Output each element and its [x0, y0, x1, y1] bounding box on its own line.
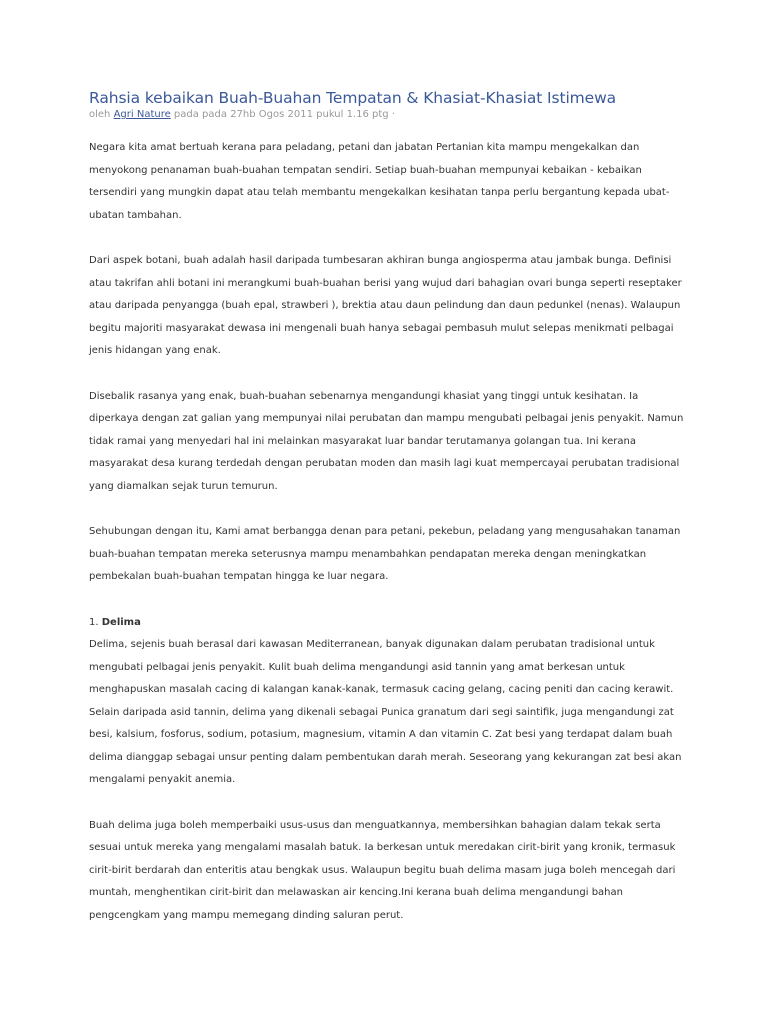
- article: [89, 88, 689, 950]
- paragraph-delima-2: Buah delima juga boleh memperbaiki usus-usus dan menguatkannya, membersihkan bahagian dalam tekak serta sesuai untuk mereka yang mengalami masalah batuk. Ia berkesan untuk meredakan cirit-birit yang kronik, termasuk cirit-birit berdarah dan enteritis atau bengkak usus. Walaupun begitu buah delima masam juga boleh mencegah dari muntah, menghentikan cirit-birit dan melawaskan air kencing.Ini kerana buah delima mengandungi bahan pengcengkam yang mampu memegang dinding saluran perut.: [89, 819, 676, 921]
- article-meta: [89, 108, 689, 122]
- paragraph-delima-1: Delima, sejenis buah berasal dari kawasan Mediterranean, banyak digunakan dalam perubatan tradisional untuk mengubati pelbagai jenis penyakit. Kulit buah delima mengandungi asid tannin yang amat berkesan untuk menghapuskan masalah cacing di kalangan kanak-kanak, termasuk cacing gelang, cacing peniti dan cacing kerawit. Selain daripada asid tannin, delima yang dikenali sebagai Punica granatum dari segi saintifik, juga mengandungi zat besi, kalsium, fosforus, sodium, potasium, magnesium, vitamin A dan vitamin C. Zat besi yang terdapat dalam buah delima dianggap sebagai unsur penting dalam pembentukan darah merah. Seseorang yang kekurangan zat besi akan mengalami penyakit anemia.: [89, 639, 682, 785]
- author-link[interactable]: Agri Nature: [113, 109, 171, 120]
- paragraph-intro: Negara kita amat bertuah kerana para peladang, petani dan jabatan Pertanian kita mampu mengekalkan dan menyokong penanaman buah-buahan tempatan sendiri. Setiap buah-buahan mempunyai kebaikan - kebaikan tersendiri yang mungkin dapat atau telah membantu mengekalkan kesihatan tanpa perlu bergantung kepada ubat-ubatan tambahan.: [89, 142, 670, 221]
- meta-prefix: oleh: [89, 109, 114, 120]
- section-number: 1.: [89, 616, 102, 628]
- paragraph-farmers: Sehubungan dengan itu, Kami amat berbangga denan para petani, pekebun, peladang yang mengusahakan tanaman buah-buahan tempatan mereka seterusnya mampu menambahkan pendapatan mereka dengan meningkatkan pembekalan buah-buahan tempatan hingga ke luar negara.: [89, 526, 681, 582]
- paragraph-health: Disebalik rasanya yang enak, buah-buahan sebenarnya mengandungi khasiat yang tinggi untuk kesihatan. Ia diperkaya dengan zat galian yang mempunyai nilai perubatan dan mampu mengubati pelbagai jenis penyakit. Namun tidak ramai yang menyedari hal ini melainkan masyarakat luar bandar terutamanya golangan tua. Ini kerana masyarakat desa kurang terdedah dengan perubatan moden dan masih lagi kuat mempercayai perubatan tradisional yang diamalkan sejak turun temurun.: [89, 390, 684, 492]
- meta-date: pada pada 27hb Ogos 2011 pukul 1.16 ptg ·: [170, 109, 396, 120]
- section-name: Delima: [101, 616, 141, 628]
- article-title: Rahsia kebaikan Buah-Buahan Tempatan & Khasiat-Khasiat Istimewa: [89, 89, 617, 107]
- section-heading-delima: [89, 612, 689, 635]
- paragraph-botany: Dari aspek botani, buah adalah hasil daripada tumbesaran akhiran bunga angiosperma atau jambak bunga. Definisi atau takrifan ahli botani ini merangkumi buah-buahan berisi yang wujud dari bahagian ovari bunga seperti reseptaker atau daripada penyangga (buah epal, strawberi ), brektia atau daun pelindung dan daun pedunkel (nenas). Walaupun begitu majoriti masyarakat dewasa ini mengenali buah hanya sebagai pembasuh mulut selepas menikmati pelbagai jenis hidangan yang enak.: [89, 255, 682, 356]
